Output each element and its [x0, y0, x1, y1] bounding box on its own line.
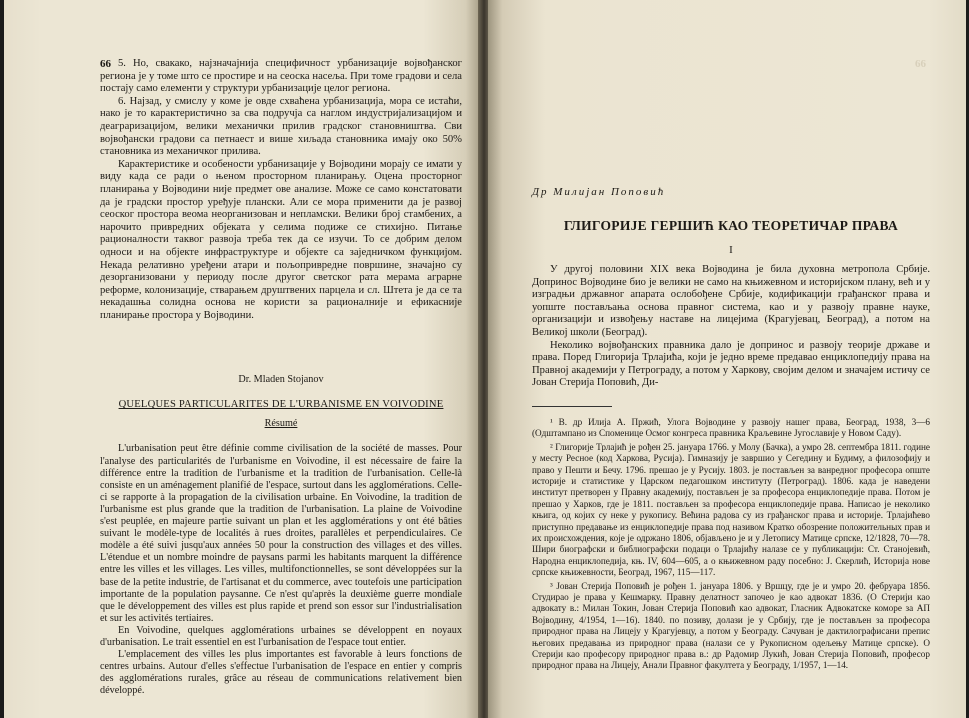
paragraph-6: 6. Најзад, у смислу у коме је овде схваћена урбанизација, мора се истаћи, нако је то карактеристично за сва подручја са наглом индустријализацијом и деаграризацијом, велики механички прилив градског становништва. Сви војвођански градови са петнаест и више хиљада становника имају око 50% становника из механичког прилива. — [100, 95, 462, 158]
footnote-3: ³ Јован Стерија Поповић је рођен 1. јануара 1806. у Вршцу, где је и умро 20. фебруара 1856. Студирао је права у Кешмарку. Правну делатност започео је као адвокат 1836. (О Стерији као адвокату в.: Милан Токин, Јован Стерија Поповић као адвокат, Гласник Адвокатске коморе за АП Војводину, 4/1954, 1—16). 1840. по позиву, долази је у Србију, где је постављен за професора природног права на Лицеју у Крагујевцу, а потом у Београду. Сачуван је дактилографисани препис његових предавања из природног права (налази се у Рукописном одељењу Матице српске). О Стерији као професору природног права в.: др Радомир Лукић, Јован Стерија Поповић, професор природног права на Лицеју, Анали Правног факултета у Београду, 1/1957, 1—14. — [532, 580, 930, 671]
french-summary — [100, 443, 462, 697]
page-number-left: 66 — [100, 58, 111, 70]
french-paragraph-1: L'urbanisation peut être définie comme civilisation de la société de masses. Pour l'analyse des particularités de l'urbanisme en Voivodine, il est nécessaire de faire la différence entre la tradition de l'urbanisme et la tradition de l'urbanisation. Celle-là consiste en un aménagement planifié de l'espace, surtout dans les agglomérations. Celle-ci se rapporte à la propagation de la civilisation urbaine. En Voivodine, la tradition de l'urbanisme est plus grande que la tradition de l'urbanisation. La plaine de Voivodine s'est peuplée, en majeure partie suivant un plan et les agglomérations y ont été bâties suivant le modèle-type de localités à rues droites, parallèles et perpendiculaires. Ce modèle a été suivi jusqu'aux années 50 pour la construction des villages et des villes. L'étendue et un nombre moindre de paysans parmi les habitants marquent la différence entre les villes et les villages. Les villes, multifonctionnelles, se sont développées sur la base de la petite industrie, de l'artisanat et du commerce, avec toutefois une participation importante de la population paysanne. Ce n'est qu'après la deuxième guerre mondiale que le développement des villes est plus rapide et prend son essor sur l'industrialisation et sur les activités tertiaires. — [100, 443, 462, 624]
article-title: ГЛИГОРИЈЕ ГЕРШИЋ КАО ТЕОРЕТИЧАР ПРАВА — [563, 218, 899, 233]
summary-title: QUELQUES PARTICULARITES DE L'URBANISME EN VOIVODINE — [118, 399, 444, 411]
paragraph-characteristics: Карактеристике и особености урбанизације у Војводини морају се имати у виду када се ради о њеном просторном планирању. Оцена просторног планирања у Војводини није предмет ове анализе. Може се само констатовати да је градски простор уређује плански. Али се мора применити да је развој сеоског простора веома неорганизован и непламски. Велики број стамбених, а нарочито привредних објеката у селима подиже се стихијно. Питање рационалности таквог развоја треба тек да се изучи. То се добрим делом односи и на објекте инфраструктуре и објекте са заједничком функцијом. Некада релативно уређени атари и пољопривредне површине, значајно су дезорганизовани у периоду после другог светског рата мерама аграрне реформе, колонизације, стварањем друштвених парцела и сл. Штета је да се та некадашња солидна основа не користи за рационалније и ефикасније планирање простора у Војводини. — [100, 158, 462, 321]
french-paragraph-2: En Voivodine, quelques agglomérations urbaines se développent en noyaux d'urbanisation. Le trait essentiel en est l'urbanisation de l'espace tout entier. — [100, 624, 462, 648]
section-number: I — [729, 244, 733, 256]
paragraph-5: 5. Но, свакако, најзначајнија специфичност урбанизације војвођанског региона је у томе што се простире и на сеоска насеља. При томе градови и села постају само елементи у структури урбанизације целог региона. — [100, 58, 462, 95]
page-number-right: 66 — [915, 58, 926, 70]
french-paragraph-3: L'emplacement des villes les plus importantes est favorable à leurs fonctions de centres urbains. Autour d'elles s'effectue l'urbanisation de l'espace en entier y compris des agglomérations rurales, grâce au réseau de communications relativement bien développé. — [100, 649, 462, 697]
footnote-2: ² Глигорије Трлајић је рођен 25. јануара 1766. у Молу (Бачка), а умро 28. септембра 1811. године у месту Ресное (код Харкова, Русија). Гимназију је завршио у Сегедину и Будиму, а филозофију и право у Пешти и Бечу. 1796. прешао је у Русију. 1803. је постављен за ванредног професора опште историје и статистике у Царском педагошком институту (Петроград). 1806. када је наведени институт претворен у Правну академију, постављен је за професора енциклопедије права. Потом је прешао у Харков, где је 1811. постављен за професора енциклопедије права. Написао је неколико књига, од којих су неке у рукопису. Већина радова су из грађанског права и историје. Трлајићево приступно предавање из енциклопедије права под називом Кратко обозрение положительных прав и их происхождения, које је одржано 1806, објављено је и у Летопису Матице српске, 12/1828, 70—78. Шири биографски и библиографски подаци о Трлајићу налазе се у публикацији: Ст. Станојевић, Народна енциклопедија, књ. IV, 604—605, а о књижевном раду посебно: Ј. Скерлић, Историја нове српске књижевности, Београд, 1967, 115—117. — [532, 441, 930, 578]
right-page — [488, 0, 966, 718]
footnotes — [532, 417, 930, 672]
article-author: Др Милијан Поповић — [532, 186, 666, 198]
summary-author: Dr. Mladen Stojanov — [238, 374, 324, 386]
footnote-1: ¹ В. др Илија А. Пржић, Улога Војводине у развоју нашег права, Београд, 1938, 3—6 (Одштампано из Споменице Осмог конгреса правника Краљевине Југославије у Новом Саду). — [532, 416, 930, 439]
left-page — [4, 0, 480, 718]
article-paragraph-1: У другој половини XIX века Војводина је била духовна метропола Србије. Допринос Војводине био је велики не само на књижевном и историјском плану, већ и у изградњи државног апарата ослобођене Србије, кодификацији грађанског права и уопште постављања основа правног система, као и у развоју правне науке, организацији и извођењу наставе на лицејима (Крагујевац, Београд), а потом на Великој школи (Београд). — [532, 264, 930, 338]
article-paragraph-2: Неколико војвођанских правника дало је допринос и развоју теорије државе и права. Поред Глигорија Трлајића, који је једно време предавао енциклопедију права на Правној академији у Петрограду, а потом у Харкову, својим делом и значајем истичу се Јован Стерија Поповић, Ди- — [532, 339, 930, 389]
footnote-rule — [532, 406, 612, 407]
resume-heading: Résumé — [264, 418, 298, 430]
